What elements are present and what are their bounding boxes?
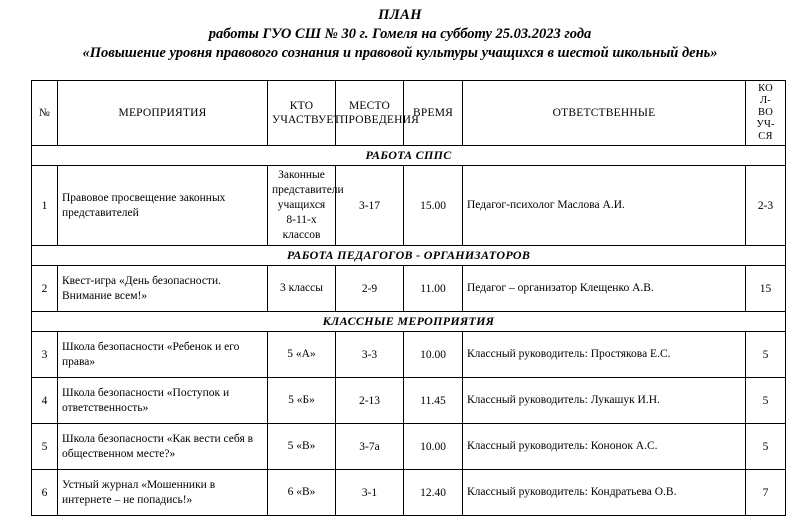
column-header-count-line2: Л-: [759, 95, 772, 107]
plan-table-container: [31, 80, 785, 516]
table-body: [32, 146, 786, 516]
column-header-count: [746, 81, 786, 146]
cell-who: 5 «Б»: [268, 378, 336, 424]
cell-event: Школа безопасности «Ребенок и его права»: [58, 332, 268, 378]
column-header-count-line1: КО: [758, 83, 773, 94]
column-header-responsible: ОТВЕТСТВЕННЫЕ: [463, 81, 746, 146]
cell-time: 10.00: [404, 332, 463, 378]
cell-time: 12.40: [404, 470, 463, 516]
column-header-time: ВРЕМЯ: [404, 81, 463, 146]
plan-table: [31, 80, 786, 516]
cell-num: 5: [32, 424, 58, 470]
document-subtitle: работы ГУО СШ № 30 г. Гомеля на субботу 25.03.2023 года: [208, 26, 592, 43]
cell-time: 15.00: [404, 166, 463, 246]
cell-time: 10.00: [404, 424, 463, 470]
column-header-who: [268, 81, 341, 146]
column-header-who-line1: КТО: [289, 100, 314, 113]
section-header-row: [32, 312, 786, 332]
cell-num: 4: [32, 378, 58, 424]
table-row: [32, 424, 786, 470]
column-header-place-line1: МЕСТО: [348, 100, 391, 113]
cell-count: 5: [746, 378, 786, 424]
cell-responsible: Классный руководитель: Кононок А.С.: [463, 424, 746, 470]
section-header-row: [32, 146, 786, 166]
cell-responsible: Классный руководитель: Кондратьева О.В.: [463, 470, 746, 516]
table-row: [32, 332, 786, 378]
cell-event: Школа безопасности «Как вести себя в общественном месте?»: [58, 424, 268, 470]
table-header: [32, 81, 786, 146]
cell-who: 5 «В»: [268, 424, 336, 470]
column-header-count-line5: СЯ: [758, 131, 773, 143]
column-header-count-line3: ВО: [758, 107, 773, 119]
cell-who: 3 классы: [268, 266, 336, 312]
cell-place: 3-1: [336, 470, 404, 516]
cell-event: Квест-игра «День безопасности. Внимание всем!»: [58, 266, 268, 312]
page-title: ПЛАН: [378, 7, 422, 23]
cell-event: Школа безопасности «Поступок и ответственность»: [58, 378, 268, 424]
table-row: [32, 470, 786, 516]
cell-place: 2-13: [336, 378, 404, 424]
cell-num: 1: [32, 166, 58, 246]
document-title-block: [0, 0, 800, 63]
cell-time: 11.00: [404, 266, 463, 312]
column-header-place-line2: ПРОВЕДЕНИЯ: [340, 114, 419, 127]
cell-event: Устный журнал «Мошенники в интернете – не попадись!»: [58, 470, 268, 516]
column-header-count-line4: УЧ-: [756, 119, 775, 131]
cell-place: 3-7а: [336, 424, 404, 470]
cell-num: 6: [32, 470, 58, 516]
section-heading: КЛАССНЫЕ МЕРОПРИЯТИЯ: [32, 312, 786, 332]
cell-count: 15: [746, 266, 786, 312]
section-header-row: [32, 246, 786, 266]
cell-count: 5: [746, 332, 786, 378]
cell-who: Законные представители учащихся 8-11-х классов: [268, 166, 336, 246]
column-header-who-line2: УЧАСТВУЕТ: [272, 114, 341, 127]
cell-count: 5: [746, 424, 786, 470]
section-heading: РАБОТА ПЕДАГОГОВ - ОРГАНИЗАТОРОВ: [32, 246, 786, 266]
cell-responsible: Классный руководитель: Лукашук И.Н.: [463, 378, 746, 424]
cell-count: 7: [746, 470, 786, 516]
document-theme: «Повышение уровня правового сознания и правовой культуры учащихся в шестой школьный день»: [82, 45, 718, 62]
table-row: [32, 378, 786, 424]
cell-num: 2: [32, 266, 58, 312]
table-header-row: [32, 81, 786, 146]
cell-place: 3-17: [336, 166, 404, 246]
table-row: [32, 166, 786, 246]
column-header-event: МЕРОПРИЯТИЯ: [58, 81, 268, 146]
column-header-num: №: [32, 81, 58, 146]
cell-who: 5 «А»: [268, 332, 336, 378]
cell-num: 3: [32, 332, 58, 378]
section-heading: РАБОТА СППС: [32, 146, 786, 166]
cell-time: 11.45: [404, 378, 463, 424]
cell-count: 2-3: [746, 166, 786, 246]
table-row: [32, 266, 786, 312]
cell-place: 2-9: [336, 266, 404, 312]
cell-responsible: Педагог – организатор Клещенко А.В.: [463, 266, 746, 312]
cell-event: Правовое просвещение законных представителей: [58, 166, 268, 246]
cell-responsible: Педагог-психолог Маслова А.И.: [463, 166, 746, 246]
cell-who: 6 «В»: [268, 470, 336, 516]
cell-place: 3-3: [336, 332, 404, 378]
column-header-place: [336, 81, 419, 146]
cell-responsible: Классный руководитель: Простякова Е.С.: [463, 332, 746, 378]
